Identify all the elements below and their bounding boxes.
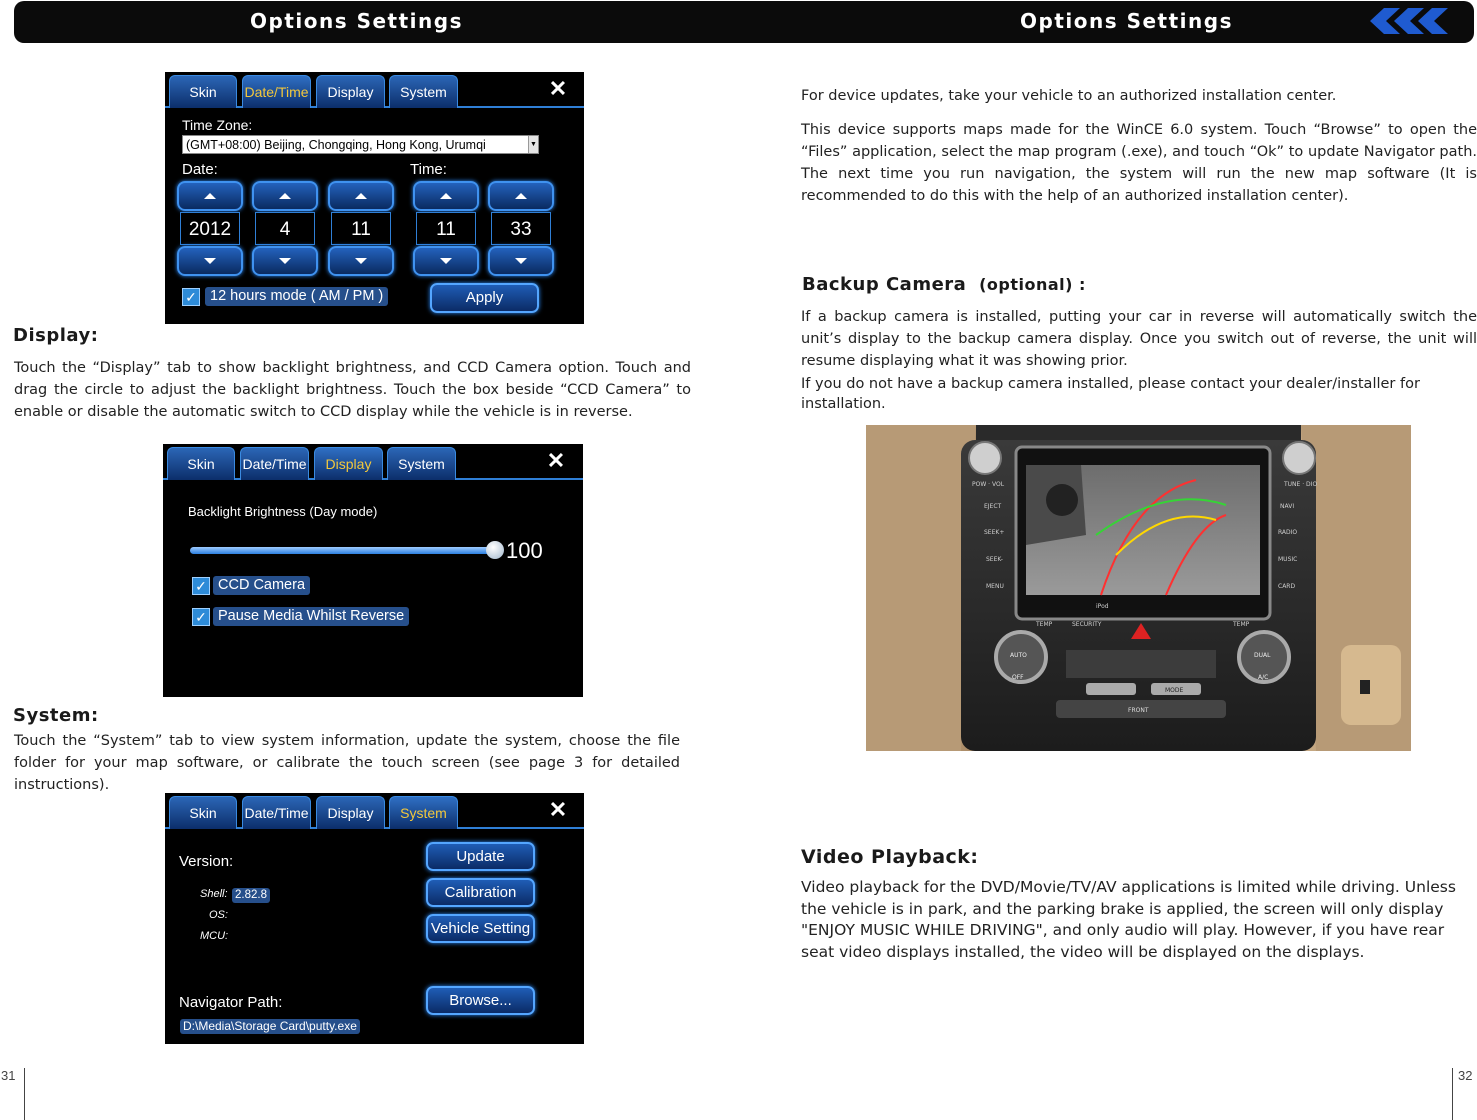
arrow-up-icon: [279, 193, 291, 199]
video-playback-text: Video playback for the DVD/Movie/TV/AV applications is limited while driving. Unless the vehicle is in park, and the parking brake is applied, the screen will only display "ENJOY MUSIC WHILE DRIVING", and only audio will play. However, if you have rear seat video displays installed, the video will be displayed on the displays.: [801, 878, 1456, 961]
front-label: FRONT: [1128, 707, 1149, 714]
vehicle-setting-button[interactable]: Vehicle Setting: [426, 914, 535, 943]
display-heading: Display:: [13, 325, 99, 346]
os-label: OS:: [209, 909, 228, 921]
day-up-button[interactable]: [328, 181, 394, 211]
backup-camera-optional: (optional) :: [979, 275, 1086, 294]
settings-tabs: [165, 793, 584, 829]
maps-text: This device supports maps made for the WinCE 6.0 system. Touch “Browse” to open the “Files” application, select the map program (.exe), and touch “Ok” to update Navigator path. The next time you run navigation, the system will run the new map software (It is recommended to do this with the help of an authorized installation center).: [801, 122, 1477, 204]
time-label: Time:: [410, 161, 447, 178]
menu-label: MENU: [986, 583, 1004, 590]
hour-value: 11: [416, 212, 476, 245]
video-playback-heading: Video Playback:: [801, 846, 979, 868]
calibration-button[interactable]: Calibration: [426, 878, 535, 907]
arrow-down-icon: [515, 258, 527, 264]
arrow-down-icon: [279, 258, 291, 264]
display-settings-panel: [163, 444, 583, 697]
close-icon[interactable]: ✕: [548, 797, 568, 822]
header-bar: [14, 1, 1474, 43]
arrow-down-icon: [440, 258, 452, 264]
backup-camera-text: If a backup camera is installed, putting your car in reverse will automatically switch the unit’s display to the backup camera display. Once you switch out of reverse, the unit will resume displaying what it was showing prior.: [801, 309, 1477, 369]
arrow-up-icon: [440, 193, 452, 199]
system-description: Touch the “System” tab to view system information, update the system, choose the file folder for your map software, or calibrate the touch screen (see page 3 for detailed instructions).: [14, 733, 680, 793]
pow-vol-label: POW · VOL: [972, 481, 1005, 488]
apply-button[interactable]: Apply: [430, 283, 539, 313]
seek-minus-label: SEEK-: [986, 556, 1003, 563]
music-label: MUSIC: [1278, 556, 1298, 563]
navigator-path-value: D:\Media\Storage Card\putty.exe: [180, 1019, 360, 1034]
backup-camera-contact-text: If you do not have a backup camera installed, please contact your dealer/installer for installation.: [801, 376, 1420, 412]
tab-display[interactable]: Display: [316, 796, 385, 829]
hours-mode-label: 12 hours mode ( AM / PM ): [205, 287, 388, 306]
arrow-up-icon: [204, 193, 216, 199]
mcu-label: MCU:: [200, 930, 229, 942]
tab-display[interactable]: Display: [316, 75, 385, 108]
tab-skin[interactable]: Skin: [169, 796, 237, 829]
ccd-camera-label: CCD Camera: [213, 576, 310, 595]
eject-label: EJECT: [984, 503, 1002, 510]
hour-up-button[interactable]: [413, 181, 479, 211]
brightness-slider[interactable]: [190, 547, 495, 554]
tab-display[interactable]: Display: [314, 447, 383, 480]
tab-system[interactable]: System: [389, 75, 458, 108]
close-icon[interactable]: ✕: [548, 76, 568, 101]
display-description: Touch the “Display” tab to show backlight brightness, and CCD Camera option. Touch and drag the circle to adjust the backlight brightness. Touch the box beside “CCD Camera” to enable or disable the automatic switch to CCD display while the vehicle is in reverse.: [14, 360, 691, 420]
tab-datetime[interactable]: Date/Time: [242, 75, 311, 108]
brightness-slider-knob[interactable]: [486, 541, 504, 559]
tab-datetime[interactable]: Date/Time: [242, 796, 311, 829]
brightness-value: 100: [506, 538, 543, 563]
auto-label: AUTO: [1010, 652, 1027, 659]
date-label: Date:: [182, 161, 218, 178]
year-value: 2012: [180, 212, 240, 245]
ipod-label: iPod: [1096, 603, 1109, 610]
month-down-button[interactable]: [252, 246, 318, 276]
navi-label: NAVI: [1280, 503, 1295, 510]
arrow-up-icon: [355, 193, 367, 199]
ccd-camera-checkbox[interactable]: ✓: [192, 577, 210, 595]
left-page-number: 31: [1, 1068, 16, 1083]
timezone-label: Time Zone:: [182, 117, 253, 133]
pause-media-checkbox[interactable]: ✓: [192, 608, 210, 626]
right-page-title: Options Settings: [1020, 9, 1233, 33]
radio-label: RADIO: [1278, 529, 1298, 536]
timezone-select[interactable]: [182, 135, 539, 154]
minute-down-button[interactable]: [488, 246, 554, 276]
year-up-button[interactable]: [177, 181, 243, 211]
year-down-button[interactable]: [177, 246, 243, 276]
arrow-down-icon: [355, 258, 367, 264]
car-dashboard-photo: [866, 425, 1411, 751]
tab-skin[interactable]: Skin: [169, 75, 237, 108]
browse-button[interactable]: Browse...: [426, 986, 535, 1015]
chevron-left-icon: [1362, 6, 1452, 36]
security-label: SECURITY: [1072, 621, 1102, 628]
right-page-number: 32: [1458, 1068, 1473, 1083]
left-footer-divider: [24, 1068, 25, 1120]
month-value: 4: [255, 212, 315, 245]
system-heading: System:: [13, 705, 99, 726]
off-label: OFF: [1012, 674, 1024, 681]
tune-label: TUNE · DIO: [1284, 481, 1318, 488]
right-footer-divider: [1452, 1068, 1453, 1120]
pause-media-label: Pause Media Whilst Reverse: [213, 607, 409, 626]
backup-camera-heading: [802, 274, 1086, 295]
card-label: CARD: [1278, 583, 1296, 590]
settings-tabs: [163, 444, 583, 480]
ac-label: A/C: [1258, 674, 1269, 681]
day-value: 11: [331, 212, 391, 245]
day-down-button[interactable]: [328, 246, 394, 276]
tab-skin[interactable]: Skin: [167, 447, 235, 480]
update-button[interactable]: Update: [426, 842, 535, 871]
version-label: Version:: [179, 853, 234, 870]
system-settings-panel: [165, 793, 584, 1044]
shell-label: Shell:: [200, 888, 228, 900]
tab-datetime[interactable]: Date/Time: [240, 447, 309, 480]
timezone-value: (GMT+08:00) Beijing, Chongqing, Hong Kong, Urumqi: [186, 138, 486, 152]
arrow-up-icon: [515, 193, 527, 199]
datetime-settings-panel: [165, 72, 584, 324]
chevron-down-icon: ▼: [528, 136, 538, 153]
arrow-down-icon: [204, 258, 216, 264]
shell-value: 2.82.8: [232, 888, 270, 903]
mode-label: MODE: [1165, 687, 1184, 694]
temp-right-label: TEMP: [1233, 621, 1250, 628]
updates-text: For device updates, take your vehicle to an authorized installation center.: [801, 88, 1337, 104]
hour-down-button[interactable]: [413, 246, 479, 276]
hours-mode-checkbox[interactable]: ✓: [182, 288, 200, 306]
backup-camera-title: Backup Camera: [802, 274, 967, 295]
temp-left-label: TEMP: [1036, 621, 1053, 628]
backlight-label: Backlight Brightness (Day mode): [188, 504, 378, 519]
settings-tabs: [165, 72, 584, 108]
month-up-button[interactable]: [252, 181, 318, 211]
navigator-path-label: Navigator Path:: [179, 994, 283, 1011]
tab-system[interactable]: System: [387, 447, 456, 480]
seek-plus-label: SEEK+: [984, 529, 1005, 536]
minute-value: 33: [491, 212, 551, 245]
close-icon[interactable]: ✕: [546, 448, 566, 473]
dual-label: DUAL: [1254, 652, 1271, 659]
tab-system[interactable]: System: [389, 796, 458, 829]
minute-up-button[interactable]: [488, 181, 554, 211]
left-page-title: Options Settings: [250, 9, 463, 33]
